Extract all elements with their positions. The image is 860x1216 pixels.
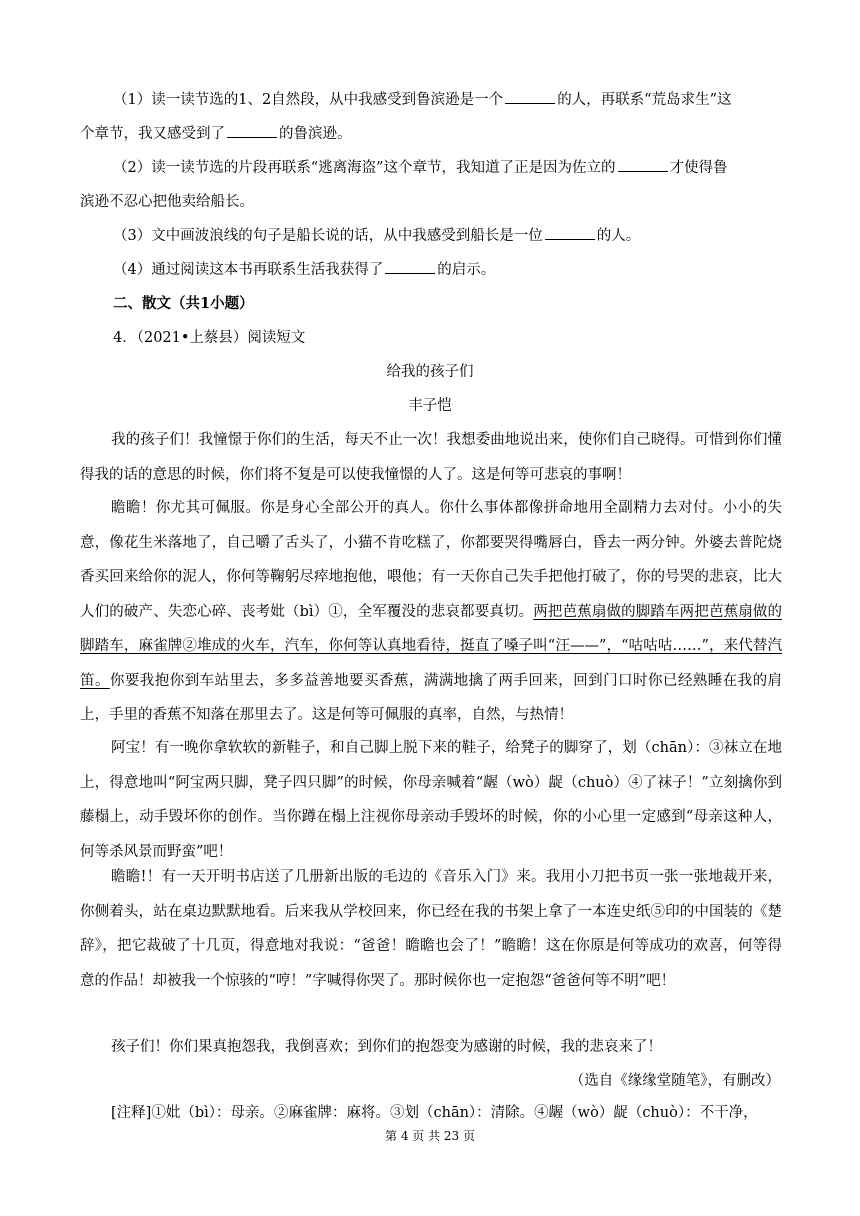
answer-blank [545,227,595,240]
article-paragraph-3: 阿宝！有一晚你拿软软的新鞋子，和自己脚上脱下来的鞋子，给凳子的脚穿了，划（chān）：③袜立在地上，得意地叫“阿宝两只脚，凳子四只脚”的时候，你母亲喊着“龌（wò）龊（chuò）④了袜子！”立刻擒你到藤榻上，动手毁坏你的创作。当你蹲在榻上注视你母亲动手毁坏的时候，你的小心里一定感到“母亲这种人，何等杀风景而野蛮”吧！ [80,740,782,860]
answer-blank [505,91,555,104]
question-1-line1: （1）读一读节选的1、2自然段，从中我感受到鲁滨逊是一个 的人，再联系“荒岛求生”这 [113,92,732,108]
article-paragraph-2: 瞻瞻！你尤其可佩服。你是身心全部公开的真人。你什么事体都像拼命地用全副精力去对付。小小的失意，像花生米落地了，自己嚼了舌头了，小猫不肯吃糕了，你都要哭得嘴唇白，昏去一两分钟。外婆去普陀烧香买回来给你的泥人，你何等鞠躬尽瘁地抱他，喂他；有一天你自己失手把他打破了，你的号哭的悲哀，比大人们的破产、失恋心碎、丧考妣（bì）①，全军覆没的悲哀都要真切。两把芭蕉扇做的脚踏车两把芭蕉扇做的脚踏车，麻雀牌②堆成的火车，汽车，你何等认真地看待，挺直了嗓子叫“汪——”，“咕咕咕……”，来代替汽笛。你要我抱你到车站里去，多多益善地要买香蕉，满满地擒了两手回来，回到门口时你已经熟睡在我的肩上，手里的香蕉不知落在那里去了。这是何等可佩服的真率，自然，与热情！ [80,500,783,723]
article-paragraph-1: 我的孩子们！我憧憬于你们的生活，每天不止一次！我想委曲地说出来，使你们自己晓得。可惜到你们懂得我的话的意思的时候，你们将不复是可以使我憧憬的人了。这是何等可悲哀的事啊！ [80,432,782,483]
question-1-line2: 个章节，我又感受到了 的鲁滨逊。 [80,126,352,142]
answer-blank [385,261,435,274]
answer-blank [618,159,668,172]
article-paragraph-4: 瞻瞻!！有一天开明书店送了几册新出版的毛边的《音乐入门》来。我用小刀把书页一张一张地裁开来，你侧着头，站在桌边默默地看。后来我从学校回来，你已经在我的书架上拿了一本连史纸⑤印的中国装的《楚辞》，把它裁破了十几页，得意地对我说：“爸爸！瞻瞻也会了！”瞻瞻！这在你原是何等成功的欢喜，何等得意的作品！却被我一个惊骇的“哼！”字喊得你哭了。那时候你也一定抱怨“爸爸何等不明”吧！ [80,869,782,989]
question-3: （3）文中画波浪线的句子是船长说的话，从中我感受到船长是一位 的人。 [113,228,641,244]
section-heading: 二、散文（共1小题） [113,295,254,312]
page-footer: 第 4 页 共 23 页 [385,1129,475,1143]
article-source: （选自《缘缘堂随笔》，有删改） [569,1073,780,1089]
question-4: （4）通过阅读这本书再联系生活我获得了 的启示。 [113,262,496,278]
article-paragraph-5: 孩子们！你们果真抱怨我，我倒喜欢；到你们的抱怨变为感谢的时候，我的悲哀来了！ [111,1039,662,1055]
article-title: 给我的孩子们 [386,364,474,380]
underlined-sentence: 两把芭蕉扇做的脚踏车两把芭蕉扇做的脚踏车，麻雀牌②堆成的火车，汽车，你何等认真地看待，挺直了嗓子叫“汪——”，“咕咕咕……”，来代替汽笛。 [80,603,783,689]
annotation-notes: [注释]①妣（bì）：母亲。②麻雀牌：麻将。③划（chān）：清除。④龌（wò）龊（chuò）：不干净， [111,1105,758,1121]
article-author: 丰子恺 [408,398,452,414]
question-2-line2: 滨逊不忍心把他卖给船长。 [80,194,254,210]
answer-blank [227,125,277,138]
question-2-line1: （2）读一读节选的片段再联系“逃离海盗”这个章节，我知道了正是因为佐立的 才使得鲁 [113,160,728,176]
problem-intro: 4．（2021•上蔡县）阅读短文 [113,330,306,346]
